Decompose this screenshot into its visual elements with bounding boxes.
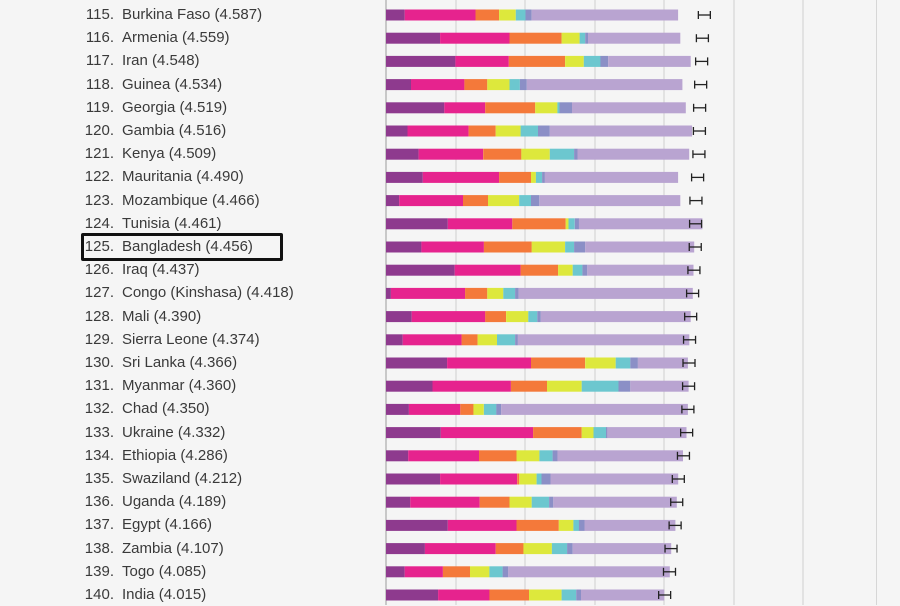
bar-segment — [386, 288, 391, 299]
bar-segment — [517, 450, 540, 461]
rank-number: 121. — [84, 145, 114, 163]
bar-segment — [573, 265, 583, 276]
rank-number: 137. — [84, 516, 114, 534]
bar-segment — [582, 427, 594, 438]
bar-segment — [386, 543, 425, 554]
rank-number: 132. — [84, 400, 114, 418]
rank-number: 126. — [84, 261, 114, 279]
bar-segment — [403, 334, 462, 345]
bar-segment — [550, 126, 692, 137]
bar-segment — [517, 474, 519, 485]
bar-segment — [503, 288, 515, 299]
bar-segment — [440, 33, 509, 44]
bar-segment — [484, 242, 532, 253]
bar-segment — [551, 474, 679, 485]
bar-segment — [569, 218, 575, 229]
bar-segment — [547, 381, 582, 392]
bar-segment — [386, 195, 399, 206]
bar-segment — [438, 590, 489, 601]
bar-segment — [539, 195, 680, 206]
bar-segment — [386, 497, 410, 508]
bar-segment — [565, 56, 584, 67]
bar-segment — [386, 56, 455, 67]
rank-number: 118. — [85, 75, 114, 93]
bar-segment — [506, 311, 528, 322]
bar-segment — [487, 288, 503, 299]
bar-segment — [532, 497, 549, 508]
bar-segment — [573, 520, 579, 531]
country-name: Uganda (4.189) — [122, 493, 227, 511]
error-bar — [693, 127, 705, 135]
bar-segment — [408, 450, 479, 461]
bar-segment — [485, 311, 506, 322]
bar-segment — [386, 404, 409, 415]
bar-segment — [386, 590, 438, 601]
country-name: Myanmar (4.360) — [122, 377, 237, 395]
rank-number: 120. — [84, 122, 114, 139]
bar-segment — [559, 520, 574, 531]
panel-divider — [876, 0, 877, 605]
bar-segment — [501, 404, 688, 415]
country-name: Kenya (4.509) — [122, 145, 217, 163]
bar-segment — [545, 172, 678, 183]
rank-number: 138. — [84, 539, 114, 557]
rank-number: 133. — [84, 423, 114, 441]
bar-segment — [537, 474, 542, 485]
bar-segment — [537, 311, 541, 322]
bar-segment — [529, 590, 562, 601]
error-bar — [694, 104, 706, 112]
bar-segment — [443, 566, 470, 577]
rank-number: 131. — [84, 377, 114, 395]
rank-number: 125. — [84, 238, 114, 255]
country-name: Mali (4.390) — [122, 307, 202, 325]
rank-number: 117. — [85, 52, 114, 70]
bar-segment — [575, 218, 579, 229]
bar-segment — [410, 497, 479, 508]
rank-number: 130. — [84, 354, 114, 371]
bar-segment — [536, 172, 542, 183]
country-name: Swaziland (4.212) — [122, 470, 243, 487]
bar-segment — [386, 218, 448, 229]
bar-segment — [455, 265, 521, 276]
bar-segment — [580, 33, 586, 44]
bar-segment — [405, 566, 443, 577]
bar-segment — [469, 126, 496, 137]
bar-segment — [552, 543, 567, 554]
bar-segment — [573, 543, 672, 554]
bar-segment — [576, 590, 581, 601]
bar-segment — [386, 311, 412, 322]
rank-number: 128. — [84, 307, 114, 325]
bar-segment — [638, 358, 688, 369]
bar-segment — [455, 56, 508, 67]
bar-segment — [386, 427, 441, 438]
bar-segment — [567, 543, 573, 554]
bar-segment — [521, 149, 550, 160]
bar-segment — [386, 172, 423, 183]
bar-segment — [630, 358, 638, 369]
bar-segment — [460, 404, 473, 415]
bar-segment — [608, 56, 691, 67]
country-name: Ukraine (4.332) — [122, 423, 226, 441]
error-bar — [695, 81, 707, 89]
bar-segment — [405, 10, 476, 21]
country-name: Burkina Faso (4.587) — [122, 6, 263, 23]
country-name: Mozambique (4.466) — [122, 191, 260, 209]
bar-segment — [465, 288, 487, 299]
bar-segment — [578, 149, 690, 160]
error-bar — [696, 34, 708, 42]
bar-segment — [562, 33, 580, 44]
bar-segment — [523, 543, 552, 554]
bar-segment — [386, 334, 403, 345]
bar-segment — [588, 33, 680, 44]
bar-segment — [542, 474, 551, 485]
bar-segment — [497, 334, 515, 345]
country-name: Ethiopia (4.286) — [122, 446, 228, 464]
bar-segment — [473, 404, 483, 415]
bar-segment — [585, 358, 616, 369]
bar-segment — [444, 102, 485, 113]
country-name: Mauritania (4.490) — [122, 168, 244, 186]
bar-segment — [489, 566, 502, 577]
bar-segment — [463, 195, 488, 206]
bar-segment — [483, 149, 521, 160]
bar-segment — [447, 358, 531, 369]
bar-segment — [616, 358, 631, 369]
bar-segment — [464, 79, 487, 90]
bar-segment — [526, 10, 532, 21]
bar-segment — [533, 427, 582, 438]
rank-number: 139. — [84, 562, 114, 580]
bar-segment — [509, 56, 565, 67]
bar-segment — [535, 102, 557, 113]
bar-segment — [488, 195, 519, 206]
bar-segment — [441, 427, 533, 438]
bar-segment — [499, 172, 531, 183]
bar-segment — [579, 520, 585, 531]
country-name: Sierra Leone (4.374) — [122, 330, 260, 348]
bar-segment — [606, 427, 607, 438]
bar-segment — [516, 10, 526, 21]
bar-segment — [600, 56, 608, 67]
bar-segment — [518, 334, 689, 345]
bar-segment — [478, 334, 497, 345]
bar-segment — [579, 218, 703, 229]
bar-segment — [585, 242, 694, 253]
bar-segment — [582, 381, 619, 392]
bar-segment — [581, 590, 664, 601]
bar-segment — [480, 497, 510, 508]
bar-segment — [484, 404, 497, 415]
bar-segment — [433, 381, 511, 392]
bar-segment — [607, 427, 686, 438]
country-name: Georgia (4.519) — [122, 98, 228, 116]
bar-segment — [587, 265, 693, 276]
bar-segment — [510, 79, 520, 90]
bar-segment — [519, 195, 531, 206]
bar-segment — [585, 520, 676, 531]
bar-segment — [541, 311, 691, 322]
error-bar — [692, 173, 704, 181]
bar-segment — [531, 172, 536, 183]
bar-segment — [511, 381, 547, 392]
bar-segment — [386, 265, 455, 276]
rank-number: 136. — [84, 493, 114, 511]
bar-segment — [553, 497, 677, 508]
bar-segment — [519, 474, 536, 485]
bar-segment — [496, 404, 501, 415]
bar-segment — [532, 242, 565, 253]
error-bar — [690, 197, 702, 205]
bar-segment — [386, 10, 405, 21]
bar-segment — [532, 10, 678, 21]
bar-segment — [386, 126, 408, 137]
error-bar — [696, 57, 708, 65]
bar-segment — [386, 242, 421, 253]
bar-segment — [499, 10, 516, 21]
bar-segment — [515, 288, 519, 299]
bar-segment — [386, 474, 440, 485]
bar-segment — [550, 149, 574, 160]
bar-segment — [538, 126, 550, 137]
bar-segment — [496, 543, 524, 554]
bar-segment — [440, 474, 517, 485]
country-name: Chad (4.350) — [122, 400, 210, 418]
rank-number: 134. — [84, 446, 114, 464]
bar-segment — [409, 404, 460, 415]
error-bar — [693, 150, 705, 158]
rank-number: 115. — [85, 6, 114, 23]
bar-segment — [619, 381, 631, 392]
rank-number: 124. — [84, 214, 114, 232]
bar-segment — [419, 149, 484, 160]
country-name: Bangladesh (4.456) — [122, 238, 253, 255]
country-name: Zambia (4.107) — [122, 539, 224, 557]
bar-segment — [412, 311, 486, 322]
bar-segment — [386, 358, 447, 369]
bar-segment — [527, 79, 683, 90]
bar-segment — [386, 450, 408, 461]
bar-segment — [485, 102, 535, 113]
country-name: Iran (4.548) — [122, 52, 200, 70]
bar-segment — [421, 242, 484, 253]
bar-segment — [520, 79, 527, 90]
bar-segment — [476, 10, 500, 21]
country-name: Tunisia (4.461) — [122, 214, 222, 232]
bar-segment — [503, 566, 509, 577]
country-name: Egypt (4.166) — [122, 516, 213, 534]
bar-segment — [517, 520, 559, 531]
country-name: Guinea (4.534) — [122, 75, 223, 93]
bar-segment — [487, 79, 509, 90]
country-name: Sri Lanka (4.366) — [122, 354, 238, 371]
bar-segment — [630, 381, 688, 392]
country-name: Togo (4.085) — [122, 562, 207, 580]
bar-segment — [519, 288, 693, 299]
bar-segment — [470, 566, 489, 577]
bar-segment — [521, 265, 559, 276]
bar-segment — [386, 381, 433, 392]
bar-segment — [496, 126, 521, 137]
bar-segment — [585, 33, 588, 44]
bar-segment — [558, 265, 573, 276]
bar-segment — [386, 149, 419, 160]
bar-segment — [386, 566, 405, 577]
rank-number: 123. — [84, 191, 114, 209]
country-name: Iraq (4.437) — [122, 261, 200, 279]
country-name: Armenia (4.559) — [122, 29, 230, 47]
rank-number: 135. — [84, 470, 114, 487]
bar-segment — [542, 172, 545, 183]
bar-segment — [448, 520, 517, 531]
rank-number: 129. — [84, 330, 114, 348]
bar-segment — [386, 520, 448, 531]
bar-segment — [594, 427, 607, 438]
bar-segment — [572, 102, 686, 113]
bar-segment — [510, 497, 532, 508]
bar-segment — [411, 79, 464, 90]
bar-segment — [560, 102, 573, 113]
bar-segment — [565, 242, 574, 253]
bar-segment — [399, 195, 463, 206]
bar-segment — [386, 102, 444, 113]
bar-segment — [549, 497, 553, 508]
bar-segment — [584, 56, 601, 67]
bar-segment — [557, 102, 559, 113]
bar-segment — [574, 242, 585, 253]
rank-number: 140. — [84, 586, 114, 603]
error-bar — [698, 11, 710, 19]
bar-segment — [462, 334, 478, 345]
rank-number: 119. — [85, 98, 114, 116]
bar-segment — [531, 358, 585, 369]
bar-segment — [521, 126, 538, 137]
bar-segment — [574, 149, 578, 160]
bar-segment — [539, 450, 552, 461]
rank-number: 127. — [84, 284, 114, 302]
country-name: Gambia (4.516) — [122, 122, 227, 139]
bar-segment — [528, 311, 537, 322]
bar-segment — [582, 265, 587, 276]
bar-segment — [391, 288, 465, 299]
bar-segment — [553, 450, 558, 461]
bar-segment — [489, 590, 529, 601]
rank-number: 122. — [84, 168, 114, 186]
bar-segment — [515, 334, 518, 345]
bar-segment — [479, 450, 517, 461]
bar-segment — [408, 126, 469, 137]
bar-segment — [386, 33, 440, 44]
bar-segment — [512, 218, 565, 229]
bar-segment — [423, 172, 499, 183]
bar-segment — [566, 218, 569, 229]
bar-segment — [531, 195, 539, 206]
bar-segment — [508, 566, 670, 577]
bar-segment — [557, 450, 683, 461]
rank-number: 116. — [85, 29, 114, 47]
bar-segment — [386, 79, 411, 90]
country-name: India (4.015) — [122, 586, 207, 603]
bar-segment — [510, 33, 562, 44]
country-name: Congo (Kinshasa) (4.418) — [122, 284, 294, 302]
bar-segment — [425, 543, 496, 554]
bar-segment — [562, 590, 577, 601]
bar-segment — [448, 218, 513, 229]
